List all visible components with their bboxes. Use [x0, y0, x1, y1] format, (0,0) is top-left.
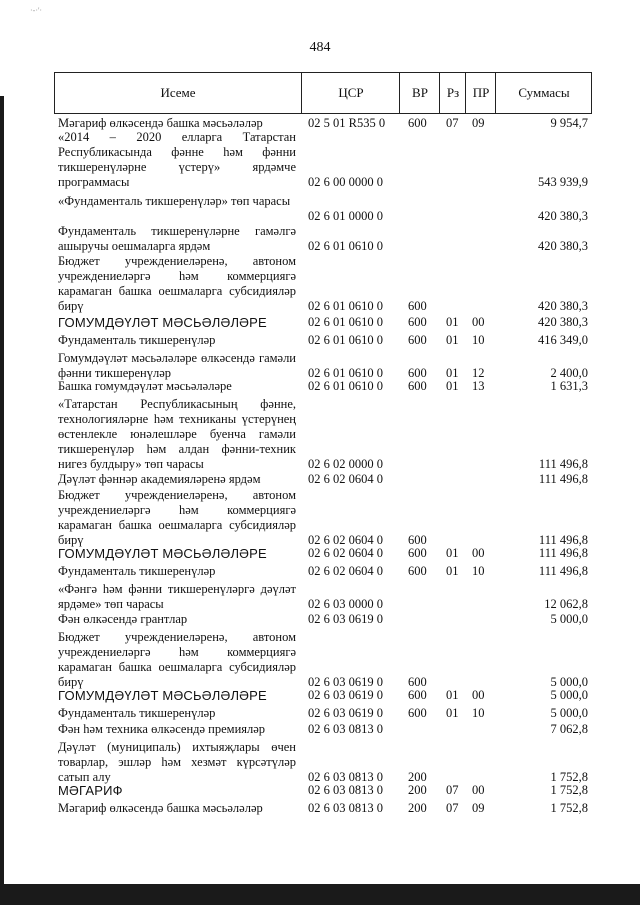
table-row	[54, 488, 592, 548]
row-rz: 07	[446, 783, 459, 797]
row-csr: 02 6 03 0619 0	[308, 675, 383, 689]
row-pr: 10	[472, 706, 485, 720]
row-csr: 02 6 03 0619 0	[308, 688, 383, 702]
table-row	[54, 116, 592, 131]
row-sum: 12 062,8	[544, 597, 588, 611]
row-pr: 00	[472, 783, 485, 797]
column-header-pr: ПР	[465, 73, 496, 113]
table-row	[54, 630, 592, 690]
row-sum: 1 752,8	[550, 770, 588, 784]
row-csr: 02 6 01 0610 0	[308, 315, 383, 329]
row-name: Башка гомумдәүләт мәсьәләләре	[58, 379, 232, 393]
row-pr: 13	[472, 379, 485, 393]
row-vr: 600	[408, 379, 427, 393]
row-sum: 420 380,3	[538, 315, 588, 329]
row-vr: 600	[408, 564, 427, 578]
row-vr: 600	[408, 546, 427, 560]
row-vr: 200	[408, 801, 427, 815]
column-header-sum: Суммасы	[495, 73, 592, 113]
row-name: Фундаменталь тикшеренүләр	[58, 333, 216, 347]
row-pr: 10	[472, 333, 485, 347]
table-row	[54, 612, 592, 627]
scan-left-edge	[0, 96, 4, 886]
row-vr: 600	[408, 315, 427, 329]
row-vr: 600	[408, 366, 427, 380]
row-name: Бюджет учреждениеләренә, автоном учреждениеләргә һәм коммерциягә карамаган башка оешмаларга субсидияләр бирү	[58, 488, 296, 547]
row-name: «Татарстан Республикасының фәнне, технологияләрне һәм техниканы үстерүнең өстенлекле юнәлешләре буенча гамәли тикшеренүләр һәм алдан фәнни-техник нигез булдыру» төп чарасы	[58, 397, 296, 471]
row-vr: 600	[408, 299, 427, 313]
row-sum: 420 380,3	[538, 209, 588, 223]
row-csr: 02 6 03 0813 0	[308, 783, 383, 797]
row-name: Фундаменталь тикшеренүләрне гамәлгә ашыручы оешмаларга ярдәм	[58, 224, 296, 253]
row-vr: 600	[408, 533, 427, 547]
table-row	[54, 740, 592, 785]
row-csr: 02 6 02 0000 0	[308, 457, 383, 471]
row-pr: 10	[472, 564, 485, 578]
row-csr: 02 6 01 0610 0	[308, 239, 383, 253]
table-row	[54, 564, 592, 579]
table-row	[54, 722, 592, 737]
scan-corner-mark: ·-·'·	[30, 6, 43, 15]
row-name: Гомумдәүләт мәсьәләләре өлкәсендә гамәли фәнни тикшеренүләр	[58, 351, 296, 380]
table-row	[54, 706, 592, 721]
row-pr: 00	[472, 315, 485, 329]
table-row	[54, 397, 592, 472]
row-rz: 01	[446, 315, 459, 329]
row-csr: 02 6 02 0604 0	[308, 533, 383, 547]
row-csr: 02 6 03 0813 0	[308, 722, 383, 736]
row-pr: 12	[472, 366, 485, 380]
table-row	[54, 224, 592, 254]
table-row	[54, 333, 592, 348]
row-vr: 200	[408, 770, 427, 784]
column-header-vr: ВР	[399, 73, 440, 113]
row-sum: 111 496,8	[538, 533, 588, 547]
row-rz: 01	[446, 333, 459, 347]
row-name: ГОМУМДӘҮЛӘТ МӘСЬӘЛӘЛӘРЕ	[58, 688, 267, 703]
row-rz: 01	[446, 366, 459, 380]
row-rz: 01	[446, 546, 459, 560]
table-row	[54, 582, 592, 612]
row-pr: 00	[472, 546, 485, 560]
row-sum: 5 000,0	[550, 675, 588, 689]
row-name: Дәүләт (муниципаль) ихтыяҗлары өчен товарлар, эшләр һәм хезмәт күрсәтүләр сатып алу	[58, 740, 296, 784]
table-row	[54, 194, 592, 224]
row-csr: 02 6 03 0813 0	[308, 801, 383, 815]
row-rz: 01	[446, 706, 459, 720]
row-name: МӘГАРИФ	[58, 783, 123, 798]
row-rz: 07	[446, 801, 459, 815]
table-row	[54, 351, 592, 381]
table-row	[54, 801, 592, 816]
row-name: Фундаменталь тикшеренүләр	[58, 706, 216, 720]
row-sum: 111 496,8	[538, 457, 588, 471]
row-sum: 5 000,0	[550, 612, 588, 626]
row-sum: 1 752,8	[550, 801, 588, 815]
row-csr: 02 6 01 0610 0	[308, 379, 383, 393]
row-pr: 09	[472, 801, 485, 815]
row-vr: 200	[408, 783, 427, 797]
table-row	[54, 254, 592, 314]
row-name: Фундаменталь тикшеренүләр	[58, 564, 216, 578]
row-sum: 416 349,0	[538, 333, 588, 347]
row-sum: 420 380,3	[538, 299, 588, 313]
table-row	[54, 379, 592, 394]
row-vr: 600	[408, 706, 427, 720]
row-sum: 5 000,0	[550, 688, 588, 702]
row-sum: 543 939,9	[538, 175, 588, 189]
table-row	[54, 130, 592, 190]
scan-bottom-edge	[0, 884, 640, 905]
table-row	[54, 546, 592, 561]
row-sum: 1 631,3	[550, 379, 588, 393]
row-vr: 600	[408, 675, 427, 689]
row-name: ГОМУМДӘҮЛӘТ МӘСЬӘЛӘЛӘРЕ	[58, 546, 267, 561]
table-row	[54, 315, 592, 330]
row-sum: 9 954,7	[550, 116, 588, 130]
row-rz: 01	[446, 688, 459, 702]
row-name: Мәгариф өлкәсендә башка мәсьәләләр	[58, 116, 263, 130]
row-csr: 02 6 03 0619 0	[308, 706, 383, 720]
row-name: Дәүләт фәннәр академияләренә ярдәм	[58, 472, 261, 486]
row-name: Бюджет учреждениеләренә, автоном учреждениеләргә һәм коммерциягә карамаган башка оешмаларга субсидияләр бирү	[58, 254, 296, 313]
row-csr: 02 6 01 0610 0	[308, 366, 383, 380]
row-csr: 02 6 02 0604 0	[308, 564, 383, 578]
row-name: «Фәнгә һәм фәнни тикшеренүләргә дәүләт ярдәме» төп чарасы	[58, 582, 296, 611]
row-pr: 09	[472, 116, 485, 130]
row-sum: 1 752,8	[550, 783, 588, 797]
row-sum: 7 062,8	[550, 722, 588, 736]
table-row	[54, 783, 592, 798]
row-csr: 02 6 00 0000 0	[308, 175, 383, 189]
row-csr: 02 6 02 0604 0	[308, 472, 383, 486]
row-rz: 01	[446, 564, 459, 578]
row-rz: 01	[446, 379, 459, 393]
row-sum: 111 496,8	[538, 546, 588, 560]
row-name: Мәгариф өлкәсендә башка мәсьәләләр	[58, 801, 263, 815]
row-name: «2014 – 2020 елларга Татарстан Республикасында фәнне һәм фәнни тикшеренүләрне үстерү» ярдәмче программасы	[58, 130, 296, 189]
table-header	[54, 72, 592, 114]
row-pr: 00	[472, 688, 485, 702]
row-vr: 600	[408, 688, 427, 702]
row-csr: 02 6 03 0619 0	[308, 612, 383, 626]
row-csr: 02 6 03 0000 0	[308, 597, 383, 611]
table-row	[54, 688, 592, 703]
row-sum: 5 000,0	[550, 706, 588, 720]
row-name: «Фундаменталь тикшеренүләр» төп чарасы	[58, 194, 291, 208]
row-name: Фән һәм техника өлкәсендә премияләр	[58, 722, 266, 736]
row-sum: 420 380,3	[538, 239, 588, 253]
column-header-rz: Рз	[439, 73, 466, 113]
row-csr: 02 6 01 0000 0	[308, 209, 383, 223]
row-csr: 02 6 02 0604 0	[308, 546, 383, 560]
column-header-name: Исеме	[160, 85, 196, 100]
row-name: ГОМУМДӘҮЛӘТ МӘСЬӘЛӘЛӘРЕ	[58, 315, 267, 330]
row-vr: 600	[408, 116, 427, 130]
row-name: Бюджет учреждениеләренә, автоном учреждениеләргә һәм коммерциягә карамаган башка оешмаларга субсидияләр бирү	[58, 630, 296, 689]
row-sum: 111 496,8	[538, 564, 588, 578]
row-csr: 02 6 01 0610 0	[308, 299, 383, 313]
row-sum: 2 400,0	[550, 366, 588, 380]
column-header-csr: ЦСР	[301, 73, 400, 113]
row-name: Фән өлкәсендә грантлар	[58, 612, 188, 626]
row-csr: 02 6 01 0610 0	[308, 333, 383, 347]
page-number: 484	[309, 40, 331, 55]
row-csr: 02 6 03 0813 0	[308, 770, 383, 784]
row-rz: 07	[446, 116, 459, 130]
row-vr: 600	[408, 333, 427, 347]
row-csr: 02 5 01 R535 0	[308, 116, 386, 130]
row-sum: 111 496,8	[538, 472, 588, 486]
table-row	[54, 472, 592, 487]
